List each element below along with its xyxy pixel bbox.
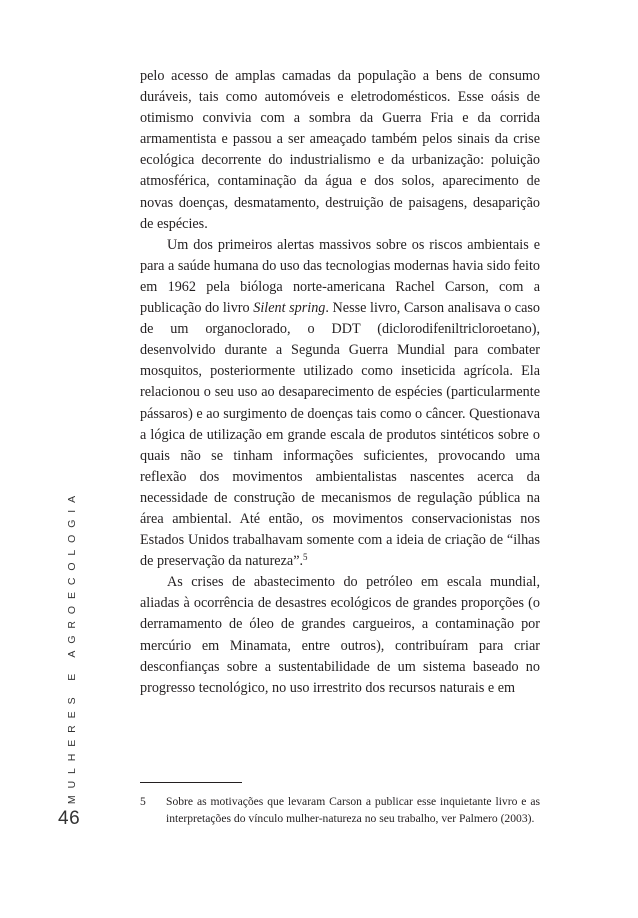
running-head [58, 489, 86, 805]
footnote [140, 794, 540, 828]
footnote-number: 5 [140, 795, 146, 808]
paragraph [140, 235, 540, 573]
body-text [140, 66, 540, 699]
paragraph-text: . Nesse livro, Carson analisava o caso de um organoclorado, o DDT (diclorodifeniltricloroetano), desenvolvido durante a Segunda Guerra Mundial para combater mosquitos, posteriormente utilizado como inseticida agrícola. Ela relacionou o seu uso ao desaparecimento de espécies (particularmente pássaros) e ao surgimento de doenças tais como o câncer. Questionava a lógica de utilização em grande escala de produtos sintéticos sobre o quais não se tinham informações suficientes, provocando uma reflexão dos movimentos ambientalistas nascentes acerca da necessidade de construção de mecanismos de regulação pública na área ambiental. Até então, os movimentos conservacionistas nos Estados Unidos trabalhavam somente com a ideia de criação de “ilhas de preservação da natureza”. [140, 300, 540, 570]
paragraph [140, 572, 540, 699]
running-head-text: MULHERES E AGROECOLOGIA [66, 489, 78, 805]
footnote-text: Sobre as motivações que levaram Carson a publicar esse inquietante livro e as interpretações do vínculo mulher-natureza no seu trabalho, ver Palmero (2003). [166, 795, 540, 825]
paragraph-text: As crises de abastecimento do petróleo em escala mundial, aliadas à ocorrência de desastres ecológicos de grandes proporções (o derramamento de óleo de grandes cargueiros, a contaminação por mercúrio em Minamata, entre outros), contribuíram para criar desconfianças sobre a sustentabilidade de um sistema baseado no progresso tecnológico, no uso irrestrito dos recursos naturais e em [140, 574, 540, 696]
footnote-rule [140, 782, 242, 783]
paragraph-text: Um dos primeiros alertas massivos sobre os riscos ambientais e para a saúde humana do uso das tecnologias modernas havia sido feito em 1962 pela bióloga norte-americana Rachel Carson, com a publicação do livro [140, 236, 540, 317]
footnote-reference: 5 [303, 552, 308, 563]
book-title: Silent spring [253, 300, 326, 317]
paragraph [140, 66, 540, 235]
paragraph-text: pelo acesso de amplas camadas da população a bens de consumo duráveis, tais como automóveis e eletrodomésticos. Esse oásis de otimismo convivia com a sombra da Guerra Fria e da corrida armamentista e passou a ser ameaçado também pelos sinais da crise ecológica decorrente do industrialismo e da urbanização: poluição atmosférica, contaminação da água e dos solos, aparecimento de novas doenças, desmatamento, destruição de paisagens, desaparição de espécies. [140, 68, 540, 232]
page-number: 46 [58, 808, 81, 829]
